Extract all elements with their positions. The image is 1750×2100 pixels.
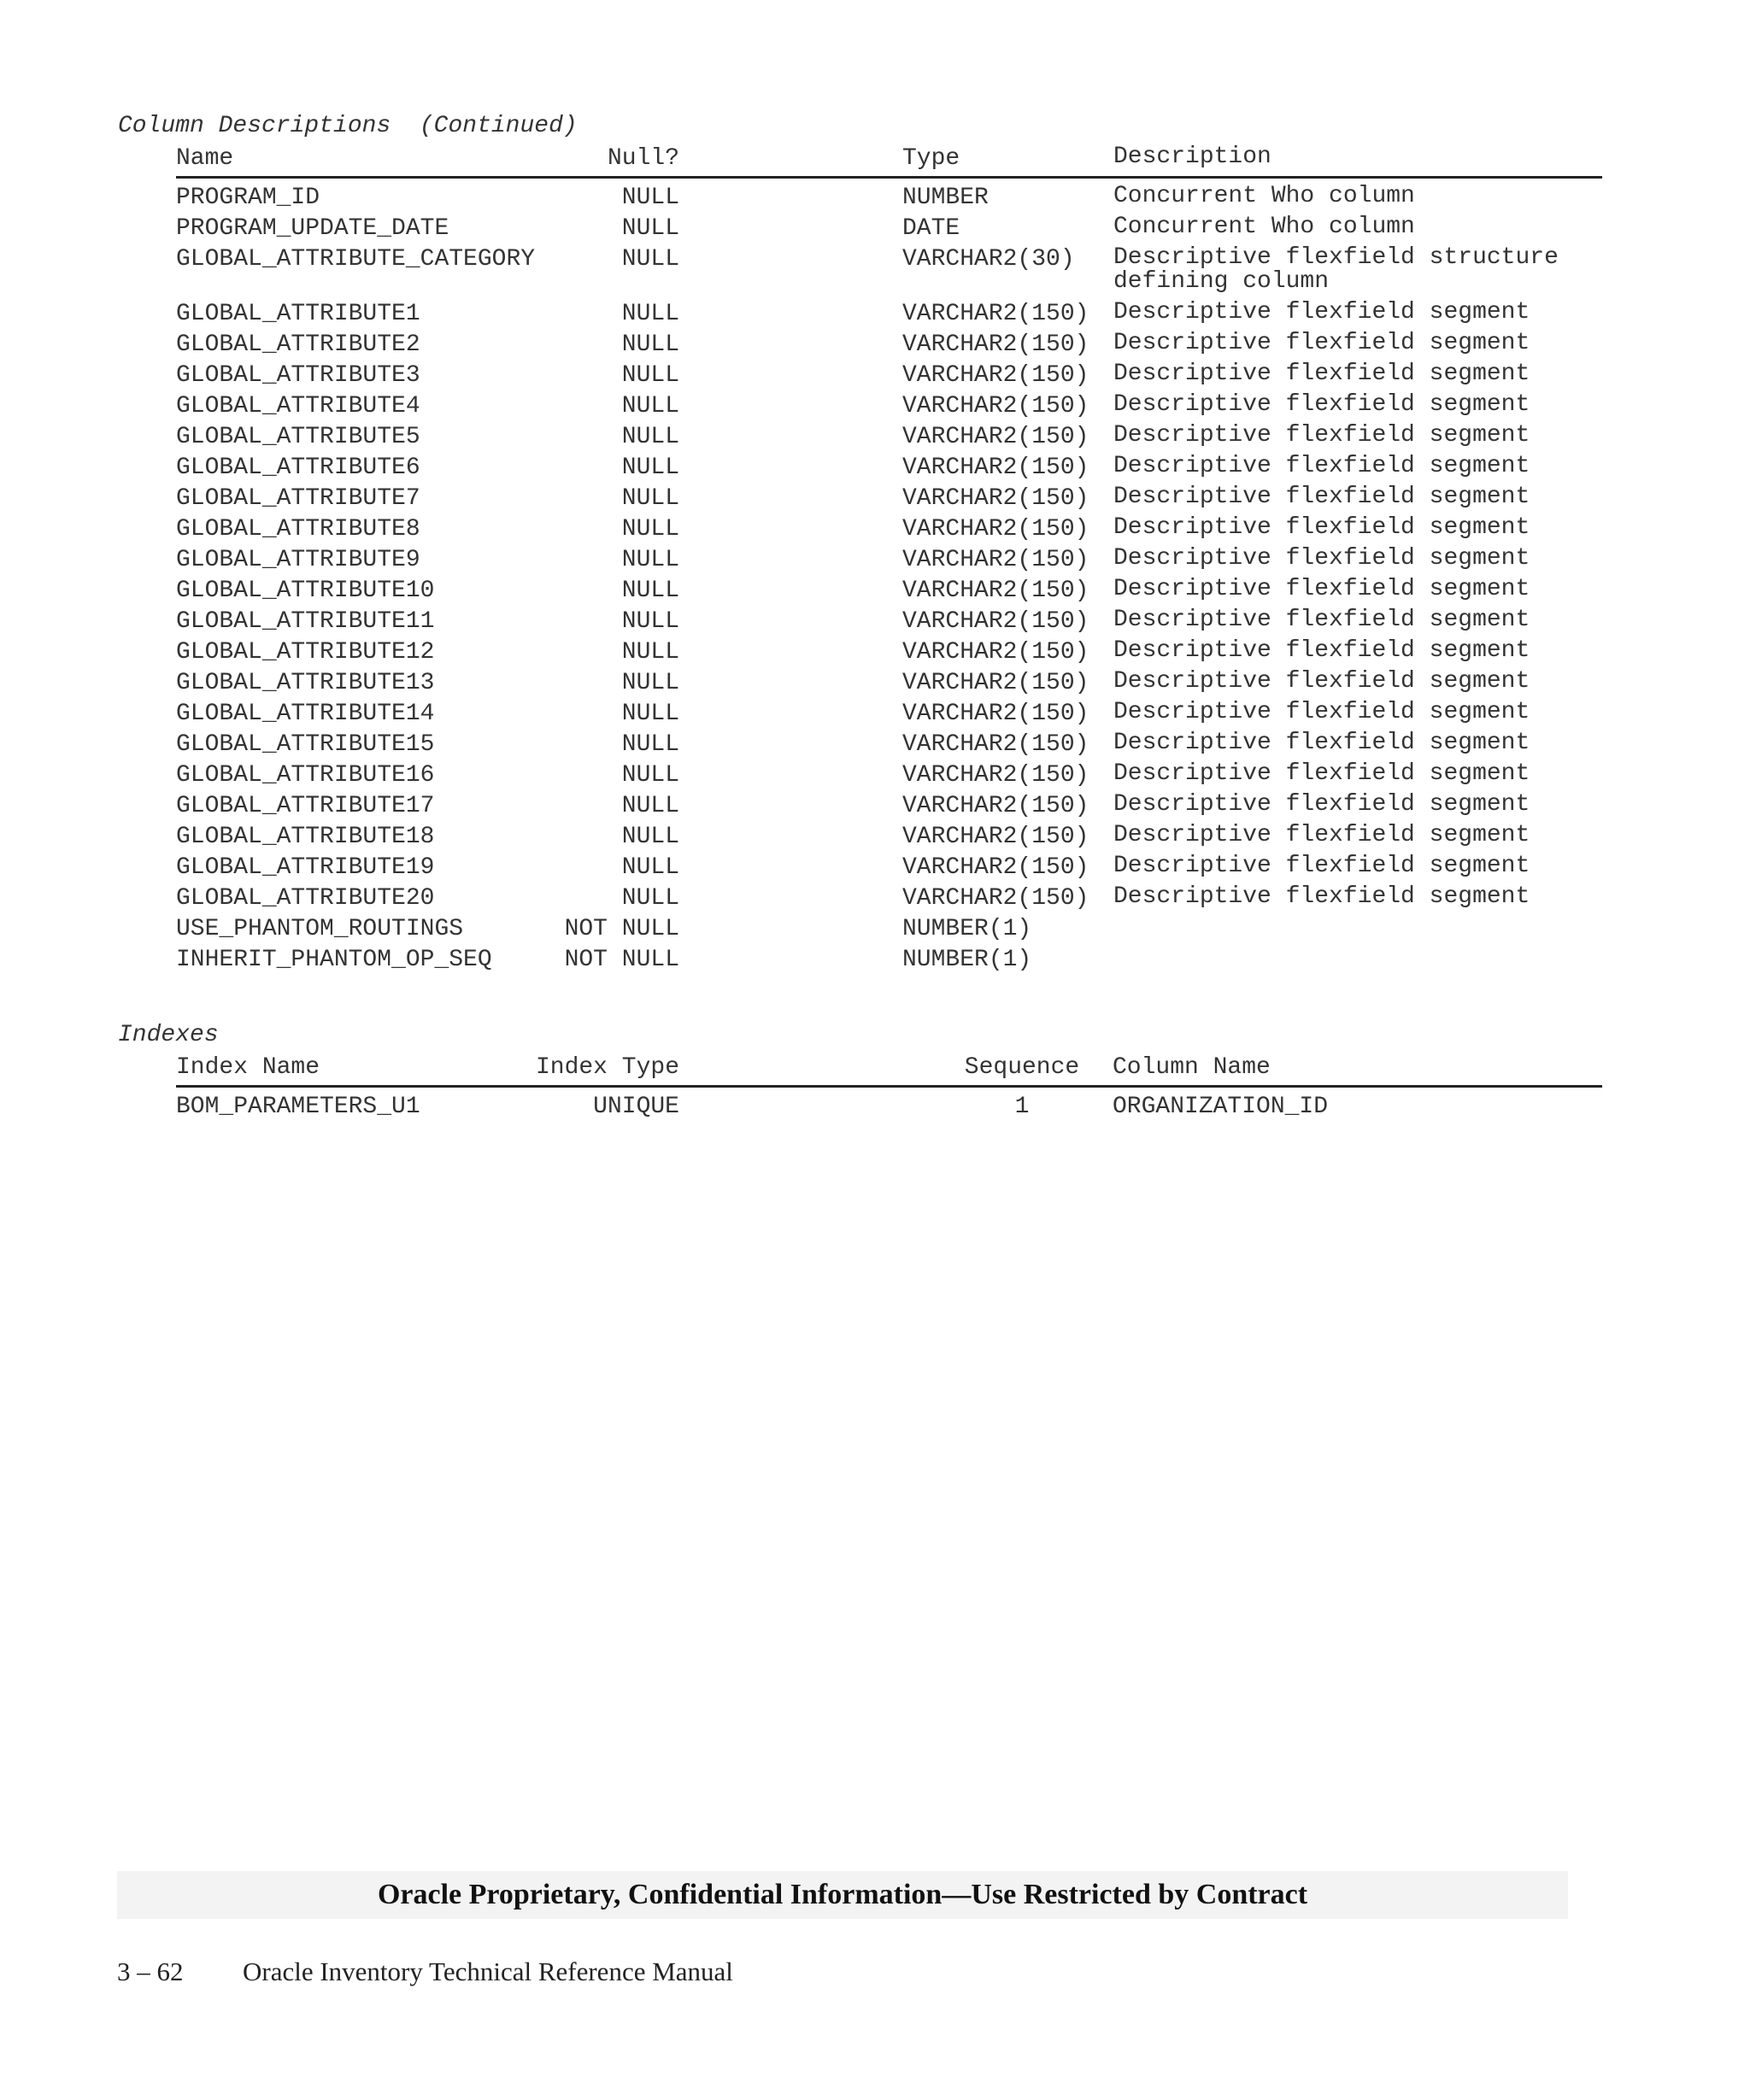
table-row — [176, 916, 1602, 947]
description-cell: Descriptive flexfield segment — [1113, 422, 1530, 449]
description-cell: Descriptive flexfield segment — [1113, 361, 1530, 387]
null-cell: NULL — [621, 362, 679, 389]
description-cell: Descriptive flexfield segment — [1113, 883, 1530, 910]
description-cell: Descriptive flexfield segment — [1113, 453, 1530, 479]
table-row — [176, 516, 1602, 547]
null-cell: NULL — [621, 885, 679, 912]
null-cell: NOT NULL — [564, 916, 679, 942]
type-cell: VARCHAR2(150) — [902, 670, 1089, 696]
column-name-cell: GLOBAL_ATTRIBUTE7 — [176, 485, 420, 512]
type-cell: VARCHAR2(150) — [902, 393, 1089, 419]
page-number: 3 – 62 — [117, 1956, 184, 1986]
header-index-type: Index Type — [535, 1054, 679, 1081]
table-row — [176, 455, 1602, 485]
null-cell: NULL — [621, 246, 679, 273]
table-row — [176, 824, 1602, 854]
type-cell: NUMBER(1) — [902, 947, 1032, 973]
column-name-cell: GLOBAL_ATTRIBUTE_CATEGORY — [176, 246, 536, 273]
null-cell: NULL — [621, 701, 679, 727]
type-cell: VARCHAR2(150) — [902, 854, 1089, 881]
description-cell: Descriptive flexfield segment — [1113, 637, 1530, 664]
type-cell: NUMBER(1) — [902, 916, 1032, 942]
column-name-cell: GLOBAL_ATTRIBUTE19 — [176, 854, 435, 881]
null-cell: NULL — [621, 185, 679, 211]
type-cell: VARCHAR2(150) — [902, 331, 1089, 358]
confidential-notice: Oracle Proprietary, Confidential Information––Use Restricted by Contract — [117, 1871, 1568, 1919]
column-name-cell: GLOBAL_ATTRIBUTE3 — [176, 362, 420, 389]
null-cell: NULL — [621, 485, 679, 512]
null-cell: NULL — [621, 331, 679, 358]
null-cell: NULL — [621, 455, 679, 481]
type-cell: VARCHAR2(150) — [902, 762, 1089, 789]
column-name-cell: GLOBAL_ATTRIBUTE20 — [176, 885, 435, 912]
header-index-name: Index Name — [176, 1054, 320, 1081]
null-cell: NULL — [621, 424, 679, 450]
header-name: Name — [176, 145, 234, 172]
table-row — [176, 485, 1602, 516]
header-description: Description — [1113, 144, 1271, 170]
null-cell: NULL — [621, 670, 679, 696]
type-cell: DATE — [902, 215, 960, 242]
description-cell: Descriptive flexfield segment — [1113, 853, 1530, 879]
column-descriptions-title: Column Descriptions (Continued) — [118, 113, 578, 139]
table-row — [176, 885, 1602, 916]
type-cell: VARCHAR2(150) — [902, 455, 1089, 481]
column-table-header — [176, 145, 1602, 179]
column-name-cell: GLOBAL_ATTRIBUTE18 — [176, 824, 435, 850]
header-null: Null? — [607, 145, 679, 172]
index-type-cell: UNIQUE — [593, 1094, 679, 1120]
table-row — [176, 762, 1602, 793]
table-row — [176, 793, 1602, 824]
type-cell: VARCHAR2(150) — [902, 793, 1089, 819]
index-table-header — [176, 1054, 1602, 1088]
null-cell: NULL — [621, 608, 679, 635]
type-cell: VARCHAR2(150) — [902, 362, 1089, 389]
column-name-cell: GLOBAL_ATTRIBUTE1 — [176, 301, 420, 327]
type-cell: VARCHAR2(30) — [902, 246, 1075, 273]
description-cell: Descriptive flexfield segment — [1113, 760, 1530, 787]
column-name-cell: PROGRAM_ID — [176, 185, 320, 211]
description-cell: Descriptive flexfield segment — [1113, 791, 1530, 818]
column-name-cell: GLOBAL_ATTRIBUTE8 — [176, 516, 420, 543]
indexes-title: Indexes — [118, 1022, 219, 1048]
table-row — [176, 301, 1602, 331]
null-cell: NULL — [621, 824, 679, 850]
table-row — [176, 731, 1602, 762]
header-sequence: Sequence — [964, 1054, 1080, 1081]
null-cell: NULL — [621, 393, 679, 419]
column-name-cell: GLOBAL_ATTRIBUTE6 — [176, 455, 420, 481]
table-row — [176, 185, 1602, 215]
null-cell: NULL — [621, 854, 679, 881]
column-name-cell: GLOBAL_ATTRIBUTE16 — [176, 762, 435, 789]
column-name-cell: GLOBAL_ATTRIBUTE17 — [176, 793, 435, 819]
table-row — [176, 1094, 1602, 1124]
type-cell: VARCHAR2(150) — [902, 424, 1089, 450]
table-row — [176, 362, 1602, 393]
column-name-cell: ORGANIZATION_ID — [1113, 1094, 1329, 1120]
null-cell: NULL — [621, 731, 679, 758]
table-row — [176, 215, 1602, 246]
description-cell: Descriptive flexfield segment — [1113, 607, 1530, 633]
description-cell: Descriptive flexfield segment — [1113, 576, 1530, 602]
null-cell: NULL — [621, 516, 679, 543]
type-cell: VARCHAR2(150) — [902, 516, 1089, 543]
description-cell: Descriptive flexfield structure defining column — [1113, 244, 1559, 295]
null-cell: NULL — [621, 762, 679, 789]
null-cell: NULL — [621, 578, 679, 604]
description-cell: Descriptive flexfield segment — [1113, 730, 1530, 756]
column-name-cell: GLOBAL_ATTRIBUTE12 — [176, 639, 435, 666]
column-name-cell: INHERIT_PHANTOM_OP_SEQ — [176, 947, 492, 973]
type-cell: VARCHAR2(150) — [902, 547, 1089, 573]
table-row — [176, 608, 1602, 639]
type-cell: VARCHAR2(150) — [902, 639, 1089, 666]
type-cell: VARCHAR2(150) — [902, 824, 1089, 850]
column-name-cell: GLOBAL_ATTRIBUTE9 — [176, 547, 420, 573]
null-cell: NULL — [621, 793, 679, 819]
column-name-cell: GLOBAL_ATTRIBUTE15 — [176, 731, 435, 758]
type-cell: VARCHAR2(150) — [902, 608, 1089, 635]
description-cell: Concurrent Who column — [1113, 214, 1415, 240]
type-cell: NUMBER — [902, 185, 989, 211]
table-row — [176, 578, 1602, 608]
description-cell: Descriptive flexfield segment — [1113, 330, 1530, 356]
column-name-cell: USE_PHANTOM_ROUTINGS — [176, 916, 464, 942]
table-row — [176, 547, 1602, 578]
null-cell: NULL — [621, 301, 679, 327]
null-cell: NULL — [621, 215, 679, 242]
description-cell: Descriptive flexfield segment — [1113, 545, 1530, 572]
column-name-cell: GLOBAL_ATTRIBUTE11 — [176, 608, 435, 635]
description-cell: Descriptive flexfield segment — [1113, 699, 1530, 725]
description-cell: Descriptive flexfield segment — [1113, 391, 1530, 418]
column-name-cell: GLOBAL_ATTRIBUTE2 — [176, 331, 420, 358]
table-row — [176, 424, 1602, 455]
table-row — [176, 393, 1602, 424]
description-cell: Concurrent Who column — [1113, 183, 1415, 209]
column-name-cell: GLOBAL_ATTRIBUTE14 — [176, 701, 435, 727]
type-cell: VARCHAR2(150) — [902, 485, 1089, 512]
description-cell: Descriptive flexfield segment — [1113, 299, 1530, 326]
table-row — [176, 670, 1602, 701]
table-row — [176, 854, 1602, 885]
header-type: Type — [902, 145, 960, 172]
column-name-cell: GLOBAL_ATTRIBUTE5 — [176, 424, 420, 450]
type-cell: VARCHAR2(150) — [902, 885, 1089, 912]
header-column-name: Column Name — [1113, 1054, 1271, 1081]
column-name-cell: GLOBAL_ATTRIBUTE13 — [176, 670, 435, 696]
table-row — [176, 244, 1602, 295]
null-cell: NOT NULL — [564, 947, 679, 973]
null-cell: NULL — [621, 547, 679, 573]
description-cell: Descriptive flexfield segment — [1113, 668, 1530, 695]
description-cell: Descriptive flexfield segment — [1113, 514, 1530, 541]
manual-title: Oracle Inventory Technical Reference Manual — [243, 1956, 733, 1986]
column-name-cell: GLOBAL_ATTRIBUTE10 — [176, 578, 435, 604]
type-cell: VARCHAR2(150) — [902, 301, 1089, 327]
sequence-cell: 1 — [1014, 1094, 1030, 1120]
description-cell: Descriptive flexfield segment — [1113, 822, 1530, 848]
index-name-cell: BOM_PARAMETERS_U1 — [176, 1094, 420, 1120]
table-row — [176, 947, 1602, 977]
type-cell: VARCHAR2(150) — [902, 731, 1089, 758]
type-cell: VARCHAR2(150) — [902, 701, 1089, 727]
type-cell: VARCHAR2(150) — [902, 578, 1089, 604]
table-row — [176, 639, 1602, 670]
table-row — [176, 701, 1602, 731]
description-cell: Descriptive flexfield segment — [1113, 484, 1530, 510]
null-cell: NULL — [621, 639, 679, 666]
column-name-cell: GLOBAL_ATTRIBUTE4 — [176, 393, 420, 419]
column-name-cell: PROGRAM_UPDATE_DATE — [176, 215, 449, 242]
table-row — [176, 331, 1602, 362]
